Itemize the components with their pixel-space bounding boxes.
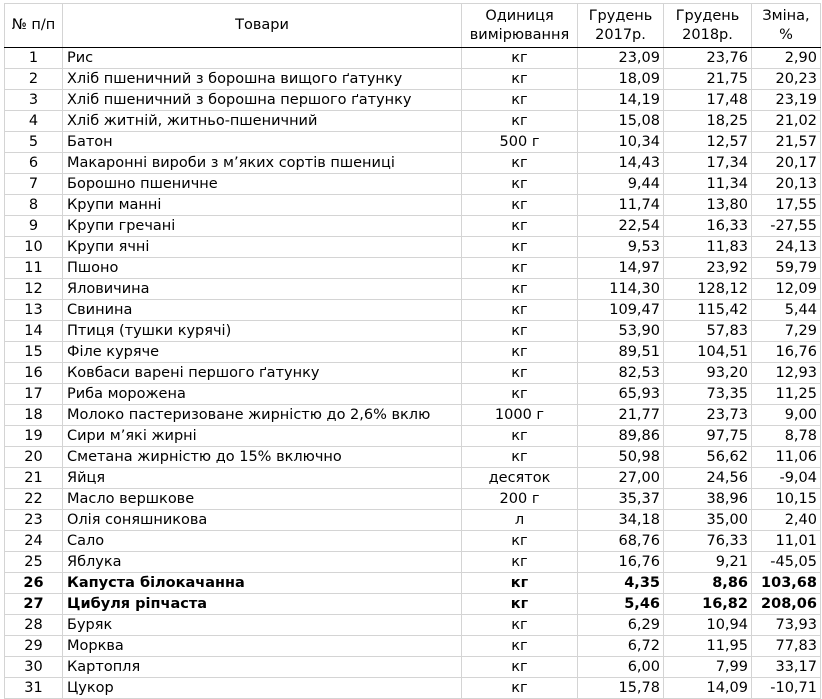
table-row bbox=[5, 216, 821, 237]
product-name: Морква bbox=[63, 636, 462, 657]
price-dec-2018: 14,09 bbox=[664, 678, 752, 699]
table-row bbox=[5, 258, 821, 279]
unit-of-measure: кг bbox=[462, 111, 578, 132]
product-name: Сало bbox=[63, 531, 462, 552]
table-row bbox=[5, 384, 821, 405]
unit-of-measure: кг bbox=[462, 342, 578, 363]
price-dec-2018: 38,96 bbox=[664, 489, 752, 510]
product-name: Хліб пшеничний з борошна вищого ґатунку bbox=[63, 69, 462, 90]
product-name: Молоко пастеризоване жирністю до 2,6% вклю bbox=[63, 405, 462, 426]
row-number: 13 bbox=[5, 300, 63, 321]
table-row bbox=[5, 174, 821, 195]
price-dec-2017: 15,08 bbox=[578, 111, 664, 132]
table-row bbox=[5, 132, 821, 153]
product-name: Борошно пшеничне bbox=[63, 174, 462, 195]
change-percent: 10,15 bbox=[752, 489, 821, 510]
price-dec-2018: 16,82 bbox=[664, 594, 752, 615]
header-change: Зміна, % bbox=[752, 4, 821, 48]
change-percent: 21,57 bbox=[752, 132, 821, 153]
change-percent: 33,17 bbox=[752, 657, 821, 678]
change-percent: 73,93 bbox=[752, 615, 821, 636]
price-dec-2018: 11,95 bbox=[664, 636, 752, 657]
price-dec-2017: 68,76 bbox=[578, 531, 664, 552]
row-number: 5 bbox=[5, 132, 63, 153]
price-dec-2018: 9,21 bbox=[664, 552, 752, 573]
change-percent: 20,23 bbox=[752, 69, 821, 90]
change-percent: 12,93 bbox=[752, 363, 821, 384]
price-dec-2017: 82,53 bbox=[578, 363, 664, 384]
unit-of-measure: кг bbox=[462, 153, 578, 174]
price-dec-2017: 9,53 bbox=[578, 237, 664, 258]
price-dec-2017: 10,34 bbox=[578, 132, 664, 153]
table-row bbox=[5, 48, 821, 69]
unit-of-measure: кг bbox=[462, 69, 578, 90]
change-percent: 11,06 bbox=[752, 447, 821, 468]
table-body bbox=[5, 48, 821, 699]
price-dec-2018: 13,80 bbox=[664, 195, 752, 216]
price-dec-2017: 6,29 bbox=[578, 615, 664, 636]
product-name: Яйця bbox=[63, 468, 462, 489]
row-number: 27 bbox=[5, 594, 63, 615]
price-dec-2017: 50,98 bbox=[578, 447, 664, 468]
change-percent: 8,78 bbox=[752, 426, 821, 447]
price-dec-2018: 18,25 bbox=[664, 111, 752, 132]
change-percent: 208,06 bbox=[752, 594, 821, 615]
price-dec-2018: 11,83 bbox=[664, 237, 752, 258]
table-row bbox=[5, 615, 821, 636]
product-name: Риба морожена bbox=[63, 384, 462, 405]
price-dec-2018: 128,12 bbox=[664, 279, 752, 300]
row-number: 12 bbox=[5, 279, 63, 300]
unit-of-measure: 1000 г bbox=[462, 405, 578, 426]
price-dec-2018: 17,48 bbox=[664, 90, 752, 111]
table-row bbox=[5, 510, 821, 531]
product-name: Сметана жирністю до 15% включно bbox=[63, 447, 462, 468]
header-dec2017: Грудень 2017р. bbox=[578, 4, 664, 48]
price-dec-2018: 73,35 bbox=[664, 384, 752, 405]
price-dec-2018: 35,00 bbox=[664, 510, 752, 531]
unit-of-measure: кг bbox=[462, 615, 578, 636]
price-dec-2017: 22,54 bbox=[578, 216, 664, 237]
price-dec-2017: 23,09 bbox=[578, 48, 664, 69]
price-dec-2018: 8,86 bbox=[664, 573, 752, 594]
price-dec-2018: 115,42 bbox=[664, 300, 752, 321]
price-dec-2017: 6,72 bbox=[578, 636, 664, 657]
row-number: 31 bbox=[5, 678, 63, 699]
price-dec-2017: 14,19 bbox=[578, 90, 664, 111]
product-name: Масло вершкове bbox=[63, 489, 462, 510]
product-name: Філе куряче bbox=[63, 342, 462, 363]
header-product: Товари bbox=[63, 4, 462, 48]
table-row bbox=[5, 636, 821, 657]
unit-of-measure: кг bbox=[462, 552, 578, 573]
table-row bbox=[5, 363, 821, 384]
product-name: Рис bbox=[63, 48, 462, 69]
table-row bbox=[5, 111, 821, 132]
table-row bbox=[5, 657, 821, 678]
unit-of-measure: кг bbox=[462, 300, 578, 321]
product-name: Олія соняшникова bbox=[63, 510, 462, 531]
price-dec-2017: 21,77 bbox=[578, 405, 664, 426]
product-name: Крупи гречані bbox=[63, 216, 462, 237]
table-row bbox=[5, 552, 821, 573]
price-dec-2017: 14,97 bbox=[578, 258, 664, 279]
table-row bbox=[5, 90, 821, 111]
price-dec-2017: 27,00 bbox=[578, 468, 664, 489]
price-dec-2018: 97,75 bbox=[664, 426, 752, 447]
change-percent: 20,13 bbox=[752, 174, 821, 195]
price-dec-2018: 11,34 bbox=[664, 174, 752, 195]
unit-of-measure: кг bbox=[462, 636, 578, 657]
product-name: Крупи ячні bbox=[63, 237, 462, 258]
change-percent: 5,44 bbox=[752, 300, 821, 321]
unit-of-measure: кг bbox=[462, 279, 578, 300]
product-name: Хліб житній, житньо-пшеничний bbox=[63, 111, 462, 132]
product-name: Птиця (тушки курячі) bbox=[63, 321, 462, 342]
table-row bbox=[5, 489, 821, 510]
unit-of-measure: кг bbox=[462, 258, 578, 279]
row-number: 24 bbox=[5, 531, 63, 552]
price-dec-2018: 104,51 bbox=[664, 342, 752, 363]
price-dec-2017: 9,44 bbox=[578, 174, 664, 195]
change-percent: 24,13 bbox=[752, 237, 821, 258]
change-percent: 11,25 bbox=[752, 384, 821, 405]
table-row bbox=[5, 153, 821, 174]
row-number: 11 bbox=[5, 258, 63, 279]
price-dec-2018: 23,92 bbox=[664, 258, 752, 279]
price-dec-2017: 11,74 bbox=[578, 195, 664, 216]
row-number: 16 bbox=[5, 363, 63, 384]
row-number: 20 bbox=[5, 447, 63, 468]
price-dec-2017: 53,90 bbox=[578, 321, 664, 342]
change-percent: -9,04 bbox=[752, 468, 821, 489]
price-dec-2018: 10,94 bbox=[664, 615, 752, 636]
change-percent: 2,90 bbox=[752, 48, 821, 69]
table-row bbox=[5, 426, 821, 447]
product-name: Капуста білокачанна bbox=[63, 573, 462, 594]
product-name: Картопля bbox=[63, 657, 462, 678]
price-dec-2017: 89,51 bbox=[578, 342, 664, 363]
unit-of-measure: 500 г bbox=[462, 132, 578, 153]
product-name: Цукор bbox=[63, 678, 462, 699]
header-num: № п/п bbox=[5, 4, 63, 48]
change-percent: -27,55 bbox=[752, 216, 821, 237]
table-row bbox=[5, 405, 821, 426]
unit-of-measure: кг bbox=[462, 174, 578, 195]
row-number: 7 bbox=[5, 174, 63, 195]
price-dec-2017: 109,47 bbox=[578, 300, 664, 321]
header-unit: Одиниця вимірювання bbox=[462, 4, 578, 48]
price-dec-2017: 4,35 bbox=[578, 573, 664, 594]
change-percent: -10,71 bbox=[752, 678, 821, 699]
table-row bbox=[5, 678, 821, 699]
unit-of-measure: кг bbox=[462, 237, 578, 258]
unit-of-measure: кг bbox=[462, 447, 578, 468]
price-dec-2017: 18,09 bbox=[578, 69, 664, 90]
unit-of-measure: кг bbox=[462, 48, 578, 69]
price-dec-2018: 23,76 bbox=[664, 48, 752, 69]
change-percent: 59,79 bbox=[752, 258, 821, 279]
product-name: Ковбаси варені першого ґатунку bbox=[63, 363, 462, 384]
row-number: 18 bbox=[5, 405, 63, 426]
change-percent: 7,29 bbox=[752, 321, 821, 342]
price-comparison-table bbox=[4, 3, 821, 699]
product-name: Буряк bbox=[63, 615, 462, 636]
row-number: 23 bbox=[5, 510, 63, 531]
price-dec-2017: 65,93 bbox=[578, 384, 664, 405]
row-number: 4 bbox=[5, 111, 63, 132]
change-percent: 21,02 bbox=[752, 111, 821, 132]
change-percent: 77,83 bbox=[752, 636, 821, 657]
unit-of-measure: кг bbox=[462, 216, 578, 237]
row-number: 29 bbox=[5, 636, 63, 657]
table-row bbox=[5, 594, 821, 615]
table-row bbox=[5, 321, 821, 342]
price-dec-2017: 14,43 bbox=[578, 153, 664, 174]
product-name: Свинина bbox=[63, 300, 462, 321]
row-number: 14 bbox=[5, 321, 63, 342]
row-number: 8 bbox=[5, 195, 63, 216]
table-row bbox=[5, 531, 821, 552]
unit-of-measure: кг bbox=[462, 195, 578, 216]
row-number: 6 bbox=[5, 153, 63, 174]
product-name: Батон bbox=[63, 132, 462, 153]
product-name: Хліб пшеничний з борошна першого ґатунку bbox=[63, 90, 462, 111]
row-number: 15 bbox=[5, 342, 63, 363]
row-number: 26 bbox=[5, 573, 63, 594]
unit-of-measure: 200 г bbox=[462, 489, 578, 510]
change-percent: 103,68 bbox=[752, 573, 821, 594]
row-number: 22 bbox=[5, 489, 63, 510]
price-dec-2018: 56,62 bbox=[664, 447, 752, 468]
unit-of-measure: кг bbox=[462, 90, 578, 111]
product-name: Макаронні вироби з м’яких сортів пшениці bbox=[63, 153, 462, 174]
unit-of-measure: кг bbox=[462, 531, 578, 552]
unit-of-measure: кг bbox=[462, 384, 578, 405]
table-row bbox=[5, 573, 821, 594]
row-number: 21 bbox=[5, 468, 63, 489]
unit-of-measure: кг bbox=[462, 321, 578, 342]
unit-of-measure: кг bbox=[462, 363, 578, 384]
unit-of-measure: кг bbox=[462, 594, 578, 615]
row-number: 17 bbox=[5, 384, 63, 405]
table-row bbox=[5, 195, 821, 216]
row-number: 25 bbox=[5, 552, 63, 573]
price-dec-2018: 23,73 bbox=[664, 405, 752, 426]
row-number: 19 bbox=[5, 426, 63, 447]
price-dec-2018: 24,56 bbox=[664, 468, 752, 489]
table-row bbox=[5, 300, 821, 321]
price-dec-2018: 21,75 bbox=[664, 69, 752, 90]
table-header bbox=[5, 4, 821, 48]
change-percent: 23,19 bbox=[752, 90, 821, 111]
table-row bbox=[5, 237, 821, 258]
price-dec-2018: 17,34 bbox=[664, 153, 752, 174]
change-percent: 17,55 bbox=[752, 195, 821, 216]
change-percent: -45,05 bbox=[752, 552, 821, 573]
unit-of-measure: кг bbox=[462, 678, 578, 699]
change-percent: 11,01 bbox=[752, 531, 821, 552]
price-dec-2018: 7,99 bbox=[664, 657, 752, 678]
header-row bbox=[5, 4, 821, 48]
table-row bbox=[5, 468, 821, 489]
row-number: 28 bbox=[5, 615, 63, 636]
price-dec-2017: 6,00 bbox=[578, 657, 664, 678]
header-dec2018: Грудень 2018р. bbox=[664, 4, 752, 48]
price-dec-2018: 93,20 bbox=[664, 363, 752, 384]
table-row bbox=[5, 342, 821, 363]
row-number: 9 bbox=[5, 216, 63, 237]
price-dec-2018: 76,33 bbox=[664, 531, 752, 552]
product-name: Крупи манні bbox=[63, 195, 462, 216]
change-percent: 16,76 bbox=[752, 342, 821, 363]
table-row bbox=[5, 447, 821, 468]
change-percent: 20,17 bbox=[752, 153, 821, 174]
change-percent: 9,00 bbox=[752, 405, 821, 426]
product-name: Цибуля ріпчаста bbox=[63, 594, 462, 615]
product-name: Яловичина bbox=[63, 279, 462, 300]
row-number: 1 bbox=[5, 48, 63, 69]
unit-of-measure: л bbox=[462, 510, 578, 531]
price-dec-2017: 89,86 bbox=[578, 426, 664, 447]
unit-of-measure: кг bbox=[462, 573, 578, 594]
price-dec-2017: 35,37 bbox=[578, 489, 664, 510]
unit-of-measure: кг bbox=[462, 657, 578, 678]
price-dec-2017: 34,18 bbox=[578, 510, 664, 531]
product-name: Яблука bbox=[63, 552, 462, 573]
price-dec-2017: 114,30 bbox=[578, 279, 664, 300]
row-number: 2 bbox=[5, 69, 63, 90]
table-row bbox=[5, 69, 821, 90]
unit-of-measure: кг bbox=[462, 426, 578, 447]
price-dec-2018: 12,57 bbox=[664, 132, 752, 153]
table-row bbox=[5, 279, 821, 300]
product-name: Пшоно bbox=[63, 258, 462, 279]
row-number: 10 bbox=[5, 237, 63, 258]
price-dec-2017: 15,78 bbox=[578, 678, 664, 699]
price-dec-2018: 16,33 bbox=[664, 216, 752, 237]
price-dec-2018: 57,83 bbox=[664, 321, 752, 342]
change-percent: 2,40 bbox=[752, 510, 821, 531]
product-name: Сири м’які жирні bbox=[63, 426, 462, 447]
change-percent: 12,09 bbox=[752, 279, 821, 300]
row-number: 3 bbox=[5, 90, 63, 111]
price-dec-2017: 5,46 bbox=[578, 594, 664, 615]
price-dec-2017: 16,76 bbox=[578, 552, 664, 573]
row-number: 30 bbox=[5, 657, 63, 678]
unit-of-measure: десяток bbox=[462, 468, 578, 489]
